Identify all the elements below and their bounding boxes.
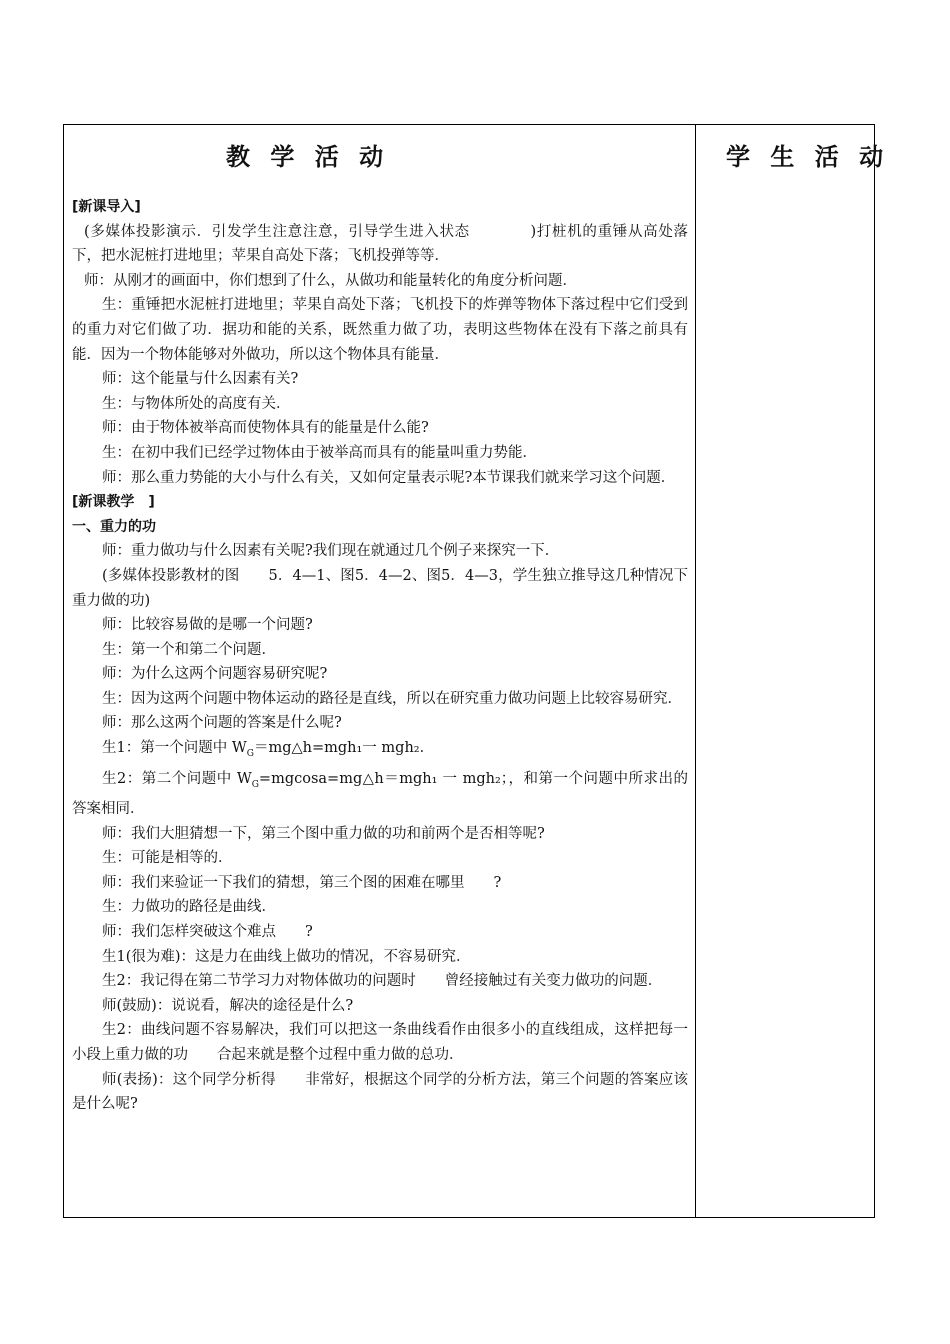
paragraph: 生：力做功的路径是曲线． <box>102 899 276 916</box>
paragraph: (多媒体投影教材的图 5．4—1、图5．4—2、图5．4—3，学生独立推导这几种情况下重力做的功) <box>72 567 688 609</box>
lesson-table <box>63 124 890 1218</box>
section-heading: [新课导入] <box>72 199 141 215</box>
paragraph: 生：在初中我们已经学过物体由于被举高而具有的能量叫重力势能． <box>102 444 537 461</box>
paragraph: 师(表扬)：这个同学分析得 非常好，根据这个同学的分析方法，第三个问题的答案应该是什么呢? <box>72 1071 688 1113</box>
paragraph: 师(鼓励)：说说看，解决的途径是什么? <box>102 997 354 1014</box>
paragraph: 生：第一个和第二个问题． <box>102 641 276 658</box>
paragraph: 生2：曲线问题不容易解决，我们可以把这一条曲线看作由很多小的直线组成，这样把每一小段上重力做的功 合起来就是整个过程中重力做的总功． <box>72 1022 688 1063</box>
paragraph: 生2：第二个问题中 $W_G=mgcosa=mg\triangle h=mgh_1$ 一 mgh₂；，和第一个问题中所求出的答案相同． <box>72 770 688 818</box>
paragraph: (多媒体投影演示．引发学生注意注意，引导学生进入状态 )打桩机的重锤从高处落下，把水泥桩打进地里；苹果自高处下落；飞机投弹等等． <box>72 223 688 265</box>
paragraph: 师：由于物体被举高而使物体具有的能量是什么能? <box>102 420 429 437</box>
paragraph: 师：为什么这两个问题容易研究呢? <box>102 666 328 683</box>
paragraph: 师：从刚才的画面中，你们想到了什么，从做功和能量转化的角度分析问题． <box>84 272 577 289</box>
paragraph: 师：那么这两个问题的答案是什么呢? <box>102 715 342 732</box>
paragraph: 师：这个能量与什么因素有关? <box>102 371 299 388</box>
student-activity-column <box>696 125 890 1217</box>
teaching-content <box>72 195 688 1117</box>
sub-heading: 一、重力的功 <box>72 518 156 535</box>
paragraph: 生2：我记得在第二节学习力对物体做功的问题时 曾经接触过有关变力做功的问题． <box>102 973 663 990</box>
paragraph: 生：与物体所处的高度有关． <box>102 395 291 412</box>
section-heading: [新课教学 ] <box>72 494 155 511</box>
paragraph: 生：重锤把水泥桩打进地里；苹果自高处下落；飞机投下的炸弹等物体下落过程中它们受到的重力对它们做了功．据功和能的关系，既然重力做了功，表明这些物体在没有下落之前具有能．因为一个物体能够对外做功，所以这个物体具有能量． <box>72 297 688 363</box>
student-activity-header: 学 生 活 动 <box>726 143 890 171</box>
paragraph: 师：比较容易做的是哪一个问题? <box>102 617 313 634</box>
paragraph: 师：我们大胆猜想一下，第三个图中重力做的功和前两个是否相等呢? <box>102 825 545 842</box>
paragraph: 生：可能是相等的． <box>102 850 233 867</box>
paragraph: 师：重力做功与什么因素有关呢?我们现在就通过几个例子来探究一下． <box>102 543 560 560</box>
paragraph: 师：我们怎样突破这个难点 ? <box>102 924 313 940</box>
paragraph: 生1：第一个问题中 $W_G=mg\triangle h=mgh_1$一 mgh₂． <box>102 740 435 759</box>
paragraph: 师：我们来验证一下我们的猜想，第三个图的困难在哪里 ? <box>102 874 502 891</box>
paragraph: 生：因为这两个问题中物体运动的路径是直线，所以在研究重力做功问题上比较容易研究． <box>102 690 682 707</box>
teaching-activity-header: 教 学 活 动 <box>226 143 390 171</box>
teaching-activity-column <box>64 125 695 1217</box>
paragraph: 生1(很为难)：这是力在曲线上做功的情况，不容易研究． <box>102 948 471 965</box>
paragraph: 师：那么重力势能的大小与什么有关，又如何定量表示呢?本节课我们就来学习这个问题． <box>102 469 676 486</box>
